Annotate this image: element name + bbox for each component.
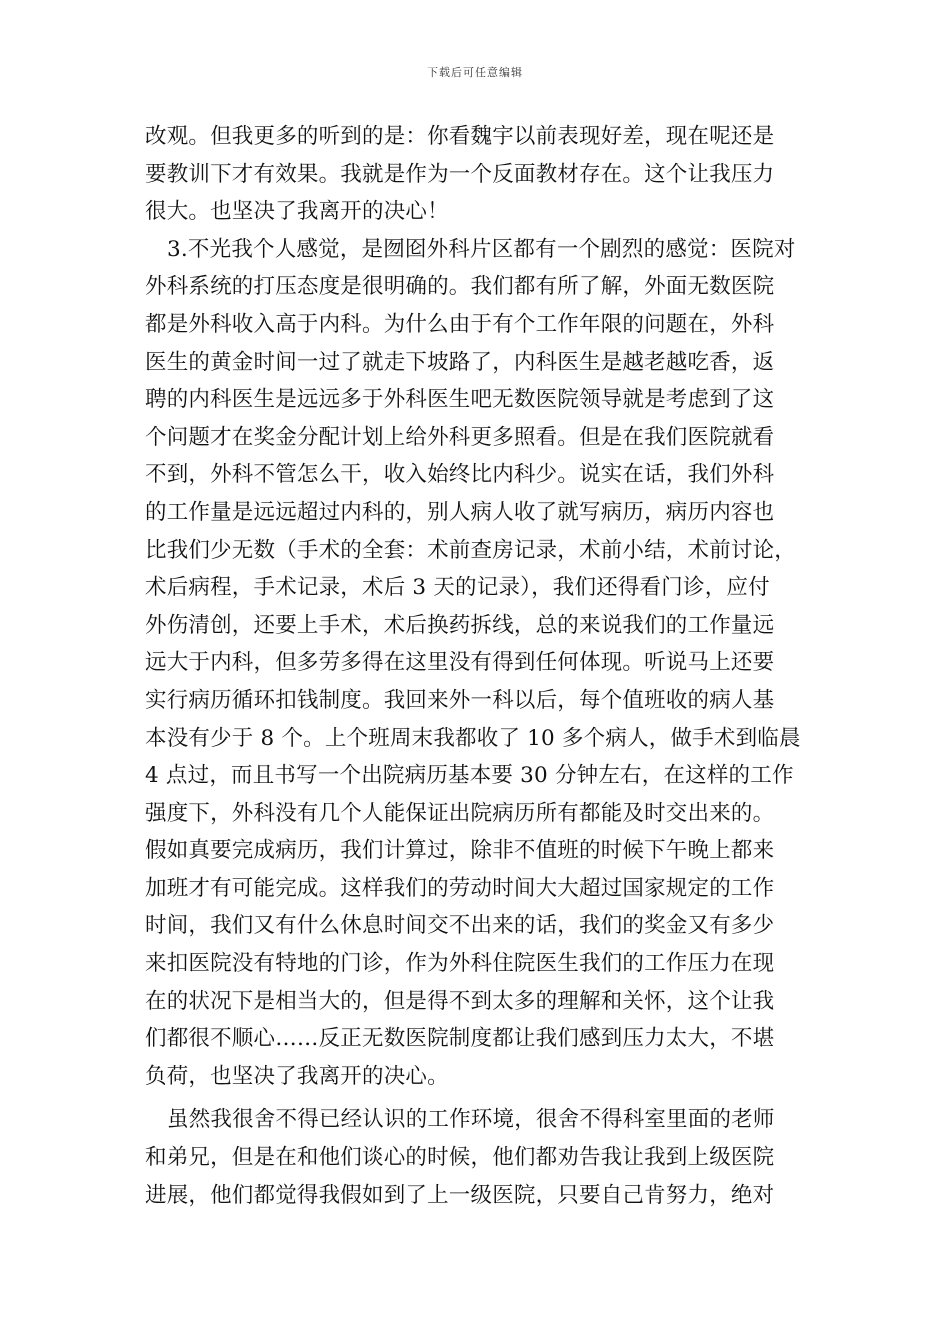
text-line: 比我们少无数（手术的全套：术前查房记录，术前小结，术前讨论， bbox=[145, 537, 797, 563]
text-line: 聘的内科医生是远远多于外科医生吧无数医院领导就是考虑到了这 bbox=[145, 387, 775, 413]
text-line: 实行病历循环扣钱制度。我回来外一科以后，每个值班收的病人基 bbox=[145, 687, 775, 713]
paragraph bbox=[145, 118, 810, 231]
text-line: 和弟兄，但是在和他们谈心的时候，他们都劝告我让我到上级医院 bbox=[145, 1145, 775, 1171]
text-line: 个问题才在奖金分配计划上给外科更多照看。但是在我们医院就看 bbox=[145, 424, 775, 450]
text-line: 在的状况下是相当大的，但是得不到太多的理解和关怀，这个让我 bbox=[145, 988, 775, 1014]
text-line: 来扣医院没有特地的门诊，作为外科住院医生我们的工作压力在现 bbox=[145, 951, 775, 977]
text-line: 4 点过，而且书写一个出院病历基本要 30 分钟左右，在这样的工作 bbox=[145, 763, 794, 789]
text-line: 远大于内科，但多劳多得在这里没有得到任何体现。听说马上还要 bbox=[145, 650, 775, 676]
page-header: 下载后可任意编辑 bbox=[427, 66, 523, 79]
text-line: 要教训下才有效果。我就是作为一个反面教材存在。这个让我压力 bbox=[145, 161, 775, 187]
text-line: 进展，他们都觉得我假如到了上一级医院，只要自己肯努力，绝对 bbox=[145, 1182, 775, 1208]
text-line: 加班才有可能完成。这样我们的劳动时间大大超过国家规定的工作 bbox=[145, 875, 775, 901]
text-line: 3.不光我个人感觉，是囫囵外科片区都有一个剧烈的感觉：医院对 bbox=[167, 236, 796, 262]
text-line: 很大。也坚决了我离开的决心！ bbox=[145, 199, 449, 225]
text-line: 改观。但我更多的听到的是：你看魏宇以前表现好差，现在呢还是 bbox=[145, 124, 775, 149]
text-line: 不到，外科不管怎么干，收入始终比内科少。说实在话，我们外科 bbox=[145, 462, 775, 488]
text-line: 负荷，也坚决了我离开的决心。 bbox=[145, 1063, 449, 1089]
text-line: 假如真要完成病历，我们计算过，除非不值班的时候下午晚上都来 bbox=[145, 838, 775, 864]
text-line: 都是外科收入高于内科。为什么由于有个工作年限的问题在，外科 bbox=[145, 311, 775, 337]
text-line: 们都很不顺心……反正无数医院制度都让我们感到压力太大，不堪 bbox=[145, 1026, 775, 1052]
paragraph bbox=[145, 231, 810, 1096]
text-line: 医生的黄金时间一过了就走下坡路了，内科医生是越老越吃香，返 bbox=[145, 349, 775, 375]
text-line: 时间，我们又有什么休息时间交不出来的话，我们的奖金又有多少 bbox=[145, 913, 775, 939]
text-line: 强度下，外科没有几个人能保证出院病历所有都能及时交出来的。 bbox=[145, 800, 775, 826]
text-line: 外伤清创，还要上手术，术后换药拆线，总的来说我们的工作量远 bbox=[145, 612, 775, 638]
text-line: 外科系统的打压态度是很明确的。我们都有所了解，外面无数医院 bbox=[145, 274, 775, 300]
text-line: 术后病程，手术记录，术后 3 天的记录），我们还得看门诊，应付 bbox=[145, 575, 770, 601]
text-line: 虽然我很舍不得已经认识的工作环境，很舍不得科室里面的老师 bbox=[167, 1107, 775, 1133]
text-line: 本没有少于 8 个。上个班周末我都收了 10 多个病人，做手术到临晨 bbox=[145, 725, 801, 751]
document-body bbox=[145, 118, 810, 1214]
text-line: 的工作量是远远超过内科的，别人病人收了就写病历，病历内容也 bbox=[145, 499, 775, 525]
paragraph bbox=[145, 1101, 810, 1214]
